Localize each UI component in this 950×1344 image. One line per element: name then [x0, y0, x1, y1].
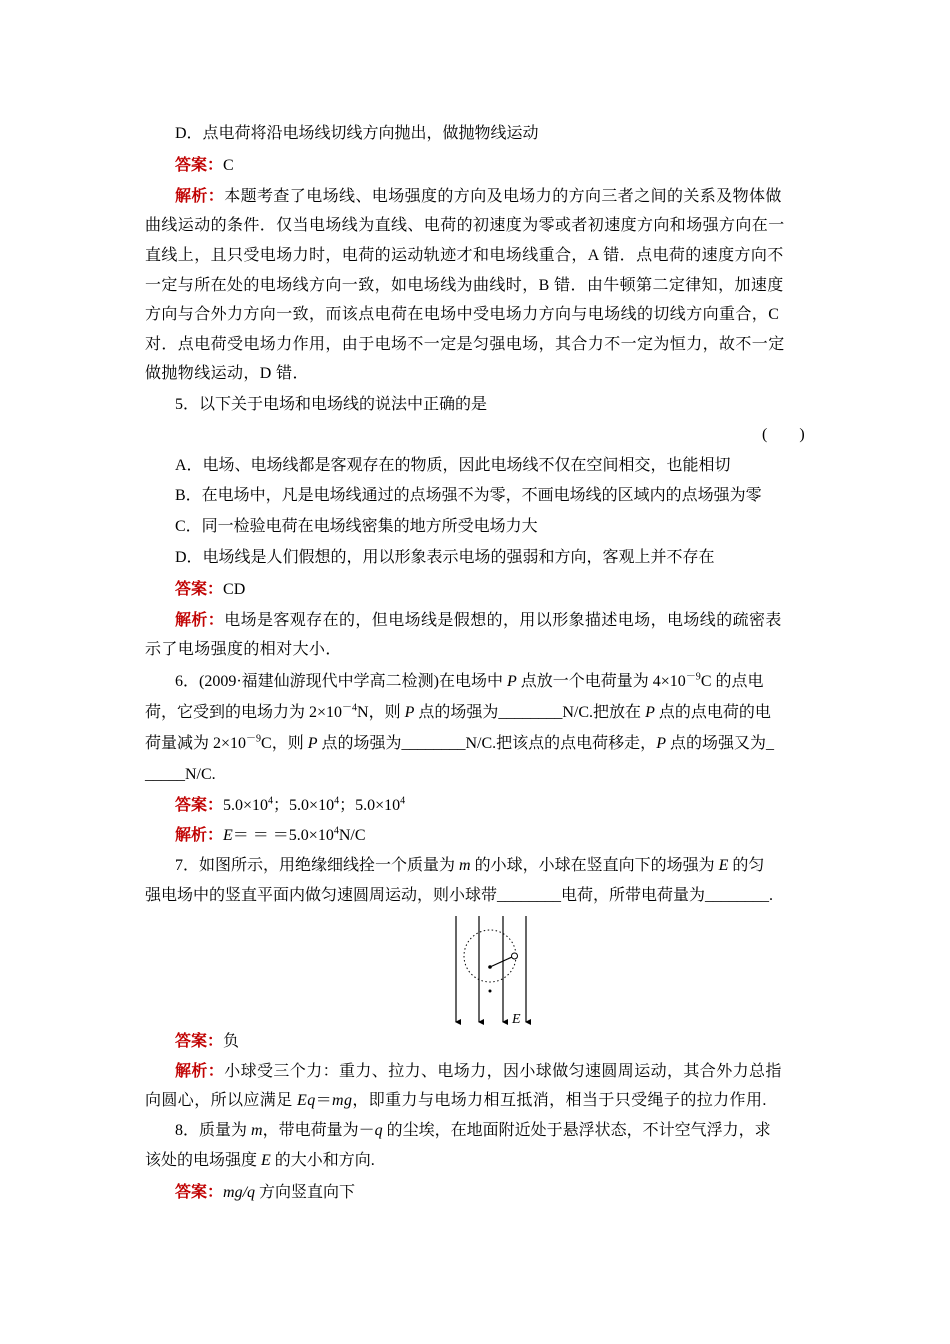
- small-ball: [512, 953, 518, 959]
- answer-label: 答案：: [175, 1031, 224, 1050]
- q4-analysis-line-1: [175, 186, 782, 207]
- q4-option-d: D．点电荷将沿电场线切线方向抛出，做抛物线运动: [175, 125, 539, 142]
- q4-analysis-line-2: 曲线运动的条件．仅当电场线为直线、电荷的初速度为零或者初速度方向和场强方向在一: [145, 217, 785, 234]
- exponent: －9: [246, 733, 262, 745]
- text: ，即重力与电场力相互抵消，相当于只受绳子的拉力作用.: [352, 1092, 767, 1109]
- var-p: P: [307, 735, 318, 752]
- text: N/C: [338, 827, 366, 844]
- var-mg: mg: [332, 1092, 353, 1109]
- text: 荷，它受到的电场力为 2×10: [145, 704, 343, 721]
- var-p: P: [656, 735, 666, 752]
- analysis-label: 解析：: [175, 825, 224, 844]
- q5-option-a: A．电场、电场线都是客观存在的物质，因此电场线不仅在空间相交，也能相切: [175, 457, 731, 474]
- q5-analysis-line-1: [175, 610, 782, 631]
- q5-stem: 5．以下关于电场和电场线的说法中正确的是: [175, 396, 488, 413]
- text: ，带电荷量为－: [262, 1122, 375, 1139]
- q4-answer: [175, 155, 234, 176]
- text: 点的点电荷的电: [654, 704, 771, 721]
- q4-analysis-line-4: 一定与所在处的电场线方向一致，如电场线为曲线时，B 错．由牛顿第二定律知，加速度: [145, 277, 784, 294]
- exponent: 4: [333, 825, 339, 837]
- var-e: E: [718, 857, 729, 874]
- var-q: q: [374, 1122, 383, 1139]
- q4-analysis-line-5: 方向与合外力方向一致，而该点电荷在电场中受电场力方向与电场线的切线方向重合，C: [145, 306, 780, 323]
- q6-stem-line-2: [145, 703, 771, 723]
- answer-label: 答案：: [175, 155, 224, 174]
- exponent: 4: [400, 795, 406, 807]
- var-e: E: [223, 827, 233, 844]
- text: ＝ ＝ ＝5.0×10: [232, 827, 334, 844]
- var-e: E: [261, 1152, 271, 1169]
- analysis-label: 解析：: [175, 610, 225, 629]
- text: 的尘埃，在地面附近处于悬浮状态，不计空气浮力，求: [382, 1122, 771, 1139]
- text: 该处的电场强度: [145, 1152, 262, 1169]
- q4-analysis-line-7: 做抛物线运动，D 错．: [145, 365, 309, 382]
- q5-option-d: D．电场线是人们假想的，用以形象表示电场的强弱和方向，客观上并不存在: [175, 549, 715, 566]
- analysis-label: 解析：: [175, 186, 225, 205]
- answer-label: 答案：: [175, 1182, 224, 1201]
- q5-option-c: C．同一检验电荷在电场线密集的地方所受电场力大: [175, 518, 538, 535]
- text: 的大小和方向.: [270, 1152, 375, 1169]
- q6-analysis: [175, 825, 366, 846]
- text: C，则: [261, 735, 308, 752]
- text: 的匀: [728, 857, 765, 874]
- analysis-text: 本题考查了电场线、电场强度的方向及电场力的方向三者之间的关系及物体做: [224, 188, 782, 205]
- answer-value: 方向竖直向下: [255, 1184, 356, 1201]
- text: 8．质量为: [175, 1122, 252, 1139]
- text: 荷量减为 2×10: [145, 735, 247, 752]
- q8-stem-line-2: [145, 1151, 375, 1171]
- electric-field-figure: [440, 912, 540, 1030]
- q5-analysis-line-2: 示了电场强度的相对大小．: [145, 641, 342, 658]
- var-m: m: [251, 1122, 263, 1139]
- text: ＝: [315, 1092, 332, 1109]
- var-p: P: [507, 673, 517, 690]
- text: 点的场强为________N/C.把放在: [414, 704, 646, 721]
- analysis-text: 小球受三个力：重力、拉力、电场力，因小球做匀速圆周运动，其合外力总指: [224, 1063, 782, 1080]
- text: N，则: [357, 704, 405, 721]
- analysis-label: 解析：: [175, 1061, 225, 1080]
- answer-label: 答案：: [175, 795, 224, 814]
- answer-value: 5.0×10: [223, 797, 269, 814]
- q7-stem-line-1: [175, 856, 764, 876]
- var-p: P: [404, 704, 415, 721]
- text: 向圆心，所以应满足: [145, 1092, 298, 1109]
- answer-value: mg/q: [223, 1184, 256, 1201]
- q5-option-b: B．在电场中，凡是电场线通过的点场强不为零，不画电场线的区域内的点场强为零: [175, 487, 762, 504]
- circular-path: [464, 930, 516, 982]
- q6-stem-line-1: [175, 672, 764, 692]
- field-label: E: [512, 1012, 521, 1027]
- text: 点的场强为________N/C.把该点的点电荷移走，: [317, 735, 657, 752]
- q7-analysis-line-2: [145, 1091, 767, 1111]
- text: 点放一个电荷量为 4×10: [516, 673, 686, 690]
- text: 7．如图所示，用绝缘细线拴一个质量为: [175, 857, 460, 874]
- text: 6．(2009·福建仙游现代中学高二检测)在电场中: [175, 673, 507, 690]
- exponent: －9: [685, 671, 701, 683]
- q5-answer-bracket: ( ): [762, 426, 805, 443]
- string: [490, 957, 512, 967]
- q8-stem-line-1: [175, 1121, 771, 1141]
- q6-stem-line-4: _____N/C.: [145, 766, 216, 783]
- bottom-point: [489, 990, 492, 993]
- q7-stem-line-2: 强电场中的竖直平面内做匀速圆周运动，则小球带________电荷，所带电荷量为________.: [145, 887, 774, 904]
- answer-value: 负: [223, 1033, 240, 1050]
- answer-value: CD: [223, 581, 246, 598]
- q4-analysis-line-6: 对．点电荷受电场力作用，由于电场不一定是匀强电场，其合力不一定为恒力，故不一定: [145, 336, 785, 353]
- q6-answer: [175, 795, 405, 816]
- q7-analysis-line-1: [175, 1061, 782, 1082]
- var-eq: Eq: [297, 1092, 316, 1109]
- text: 的小球，小球在竖直向下的场强为: [470, 857, 719, 874]
- text: 点的场强又为_: [665, 735, 774, 752]
- q7-answer: [175, 1031, 239, 1052]
- exponent: －4: [342, 702, 358, 714]
- text: C 的点电: [700, 673, 764, 690]
- exponent: 4: [334, 795, 340, 807]
- q4-analysis-line-3: 直线上，且只受电场力时，电荷的运动轨迹才和电场线重合，A 错．点电荷的速度方向不: [145, 247, 784, 264]
- var-m: m: [459, 857, 471, 874]
- analysis-text: 电场是客观存在的，但电场线是假想的，用以形象描述电场，电场线的疏密表: [224, 612, 782, 629]
- answer-value: ；5.0×10: [273, 797, 335, 814]
- q8-answer: [175, 1182, 355, 1203]
- q6-stem-line-3: [145, 734, 774, 754]
- answer-value: C: [223, 157, 234, 174]
- exponent: 4: [268, 795, 274, 807]
- answer-label: 答案：: [175, 579, 224, 598]
- answer-value: ；5.0×10: [339, 797, 401, 814]
- var-p: P: [645, 704, 655, 721]
- q5-answer: [175, 579, 245, 600]
